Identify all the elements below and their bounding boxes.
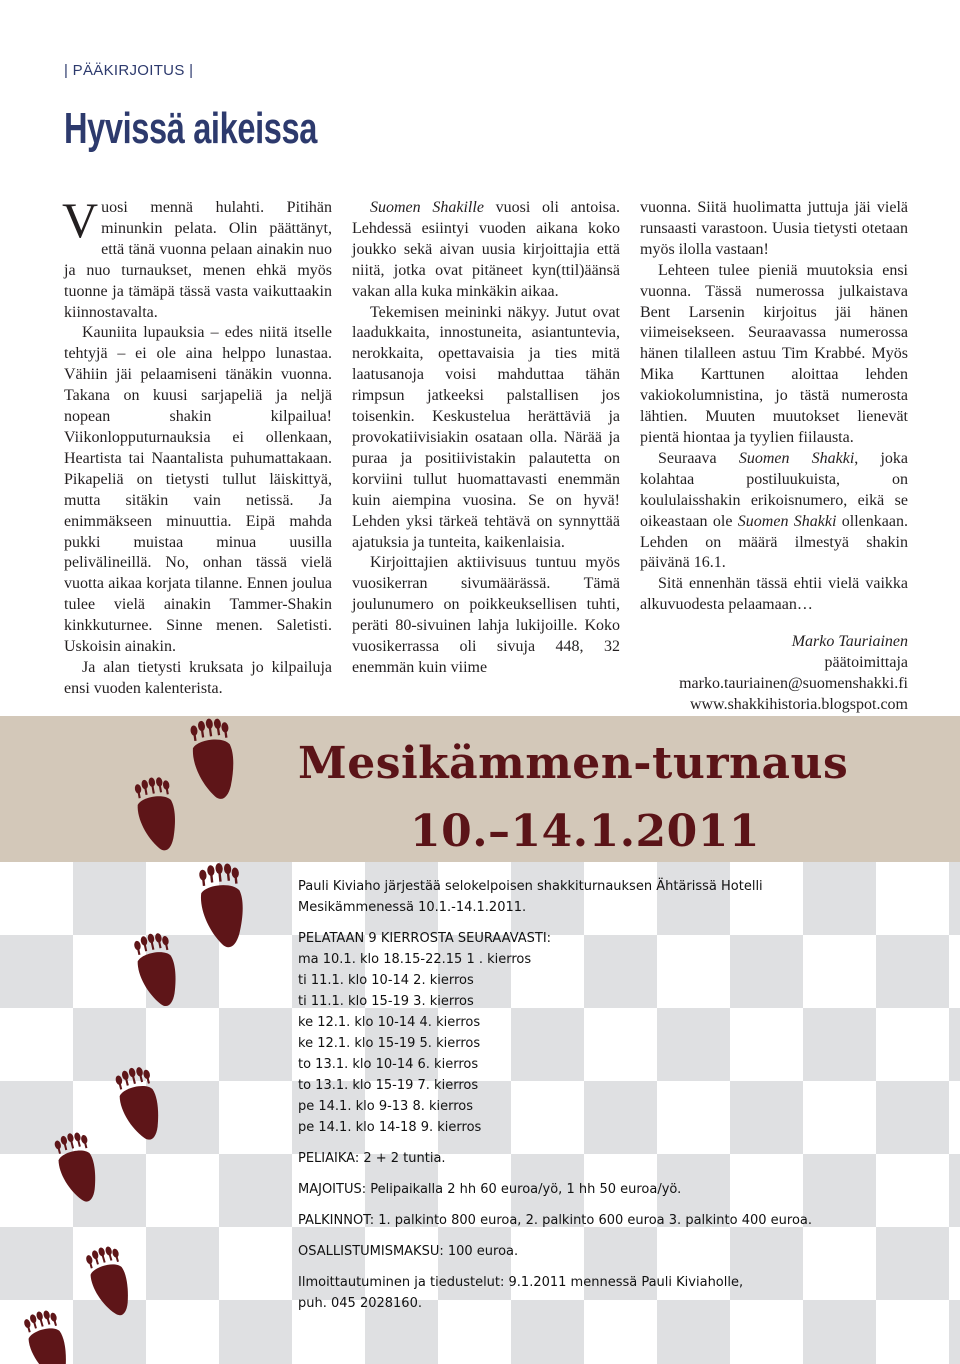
registration-phone: puh. 045 2028160. [298, 1296, 422, 1311]
magazine-name: Suomen Shakki [737, 512, 837, 530]
round-item: pe 14.1. klo 14-18 9. kierros [298, 1120, 482, 1135]
round-item: to 13.1. klo 10-14 6. kierros [298, 1057, 479, 1072]
paragraph-4-text: vuosi oli antoisa. Lehdessä esiintyi vuoden aikana koko joukko sekä aivan uusia kirjoittajia että niitä, jotka ovat pitäneet kyn(ttil)äänsä vakan alla kuka minkäkin aikaa. [352, 199, 620, 300]
event-intro-line: Mesikämmenessä 10.1.-14.1.2011. [298, 900, 527, 915]
paragraph-3: Ja alan tietysti kruksata jo kilpailuja ensi vuoden kalenterista. [64, 658, 332, 697]
accommodation: MAJOITUS: Pelipaikalla 2 hh 60 euroa/yö, 1 hh 50 euroa/yö. [298, 1182, 682, 1197]
paragraph-9 [640, 449, 908, 574]
paw-print-icon [113, 1064, 166, 1145]
article-column-2 [352, 198, 620, 679]
author-blog: www.shakkihistoria.blogspot.com [689, 695, 908, 713]
paw-print-icon [188, 716, 238, 802]
section-label: | PÄÄKIRJOITUS | [64, 62, 194, 79]
paw-trail [0, 690, 300, 1364]
author-name: Marko Tauriainen [791, 633, 908, 651]
round-item: ti 11.1. klo 10-14 2. kierros [298, 973, 474, 988]
round-item: ke 12.1. klo 15-19 5. kierros [298, 1036, 481, 1051]
round-item: pe 14.1. klo 9-13 8. kierros [298, 1099, 474, 1114]
author-title: päätoimittaja [824, 654, 908, 672]
headline: Hyvissä aikeissa [64, 104, 317, 153]
author-email: marko.tauriainen@suomenshakki.fi [679, 674, 908, 692]
magazine-name: Suomen Shakille [370, 199, 484, 216]
article-column-1 [62, 192, 332, 700]
paragraph-4 [352, 198, 620, 303]
round-item: ti 11.1. klo 15-19 3. kierros [298, 994, 474, 1009]
paw-print-icon [133, 775, 181, 854]
registration [298, 1272, 858, 1314]
paragraph-7: vuonna. Siitä huolimatta juttuja jäi vielä runsaasti varastoon. Uusia tietysti otetaan myös ilolla vastaan! [640, 199, 908, 258]
paw-print-icon [132, 930, 183, 1010]
paragraph-9-text-b: , joka kolahtaa postiluukuista, on koululaisshakin erikoisnumero, eikä se oikeastaan ole [640, 449, 909, 530]
event-info [298, 876, 858, 1324]
time-control: PELIAIKA: 2 + 2 tuntia. [298, 1151, 446, 1166]
drop-cap: V [62, 192, 99, 248]
paragraph-1-text: uosi mennä hulahti. Pitihän minunkin pelata. Olin päättänyt, että tänä vuonna pelaan ainakin nuo ja nuo turnaukset, menen ehkä myös tuonne ja tämäpä tässä vasta vaikuttaakin kiinnostavalta. [64, 199, 332, 321]
paragraph-8: Lehteen tulee pieniä muutoksia ensi vuonna. Tässä numerossa julkaistava Bent Larsenin kirjoitus jäi hänen viimeisekseen. Seuraavassa numerossa hänen tilalleen astuu Tim Krabbé. Myös Mika Karttunen aloittaa lehden vakiokolumnistina, jo tästä numerosta lähtien. Muuten muutokset lienevät pientä hiontaa ja tyylien fiilausta. [640, 261, 908, 446]
paragraph-9-text-c: ollenkaan. Lehden on määrä ilmestyä shakin päivänä 16.1. [640, 512, 908, 572]
round-item: to 13.1. klo 15-19 7. kierros [298, 1078, 479, 1093]
paw-print-icon [21, 1307, 73, 1364]
schedule-heading: PELATAAN 9 KIERROSTA SEURAAVASTI: [298, 931, 552, 946]
paragraph-1 [62, 192, 332, 323]
paragraph-2: Kauniita lupauksia – edes niitä itselle tehtyjä – ei ole aina helppo lunastaa. Vähiin jäi pelaamiseni tänäkin vuonna. Takana on kuusi sarjapeliä ja neljä nopean shakin kilpailua! Viikonlopputurnauksia ei ollenkaan, Heartista tai Naantalista puhumattakaan. Pikapeliä on tietysti tullut läiskittyä, mutta sitäkin vain netissä. Ja enimmäkseen minuuttia. Eipä mahda pukki muistaa minua uusilla pelivälineillä. No, onhan tässä vielä vuotta aikaa korjata tilanne. Ennen joulua tulee vielä ainakin Tammer-Shakin kinkkuturnee. Sinne menen. Saletisti. Uskoisin ainakin. [64, 324, 332, 656]
paw-print-icon [83, 1243, 135, 1320]
event-title: Mesikämmen-turnaus [298, 738, 849, 789]
entry-fee: OSALLISTUMISMAKSU: 100 euroa. [298, 1244, 519, 1259]
event-intro-line: Pauli Kiviaho järjestää selokelpoisen shakkiturnauksen Ähtärissä Hotelli [298, 879, 763, 894]
paw-print-icon [52, 1129, 102, 1206]
paragraph-9-text-a: Seuraava [658, 449, 739, 467]
round-item: ma 10.1. klo 18.15-22.15 1 . kierros [298, 952, 532, 967]
paragraph-6: Kirjoittajien aktiivisuus tuntuu myös vuosikerran sivumäärässä. Tämä joulunumero on poikkeuksellisen tuhti, peräti 80-sivuinen lahja lukijoille. Koko vuosikerrassa oli sivuja 448, 32 enemmän kuin viime [352, 554, 620, 676]
event-dates: 10.–14.1.2011 [410, 806, 760, 857]
registration-line: Ilmoittautuminen ja tiedustelut: 9.1.2011 mennessä Pauli Kiviaholle, [298, 1275, 744, 1290]
event-intro [298, 876, 858, 918]
round-item: ke 12.1. klo 10-14 4. kierros [298, 1015, 481, 1030]
magazine-name: Suomen Shakki [738, 449, 855, 467]
paw-print-icon [197, 861, 247, 950]
paragraph-10: Sitä ennenhän tässä ehtii vielä vaikka alkuvuodesta pelaamaan… [640, 575, 908, 614]
paragraph-5: Tekemisen meininki näkyy. Jutut ovat laadukkaita, innostuneita, asiantuntevia, nerokkaita, opettavaisia ja ties mitä laatusanoja voisi mahduttaa tähän rimpsun jatkeeksi palstallisen jos toisenkin. Keskustelua herättäviä ja provokatiivisiakin osataan olla. Närää ja puraa ja positiivistakin palautetta on korviini tullut huomattavasti enemmän kuin aiempina vuosina. Se on hyvä! Lehden yksi tärkeä tehtävä on synnyttää ajatuksia ja tunteita, kaikenlaisia. [352, 303, 620, 551]
article-column-3 [640, 198, 908, 716]
round-schedule [298, 928, 858, 1138]
prizes: PALKINNOT: 1. palkinto 800 euroa, 2. palkinto 600 euroa 3. palkinto 400 euroa. [298, 1213, 813, 1228]
